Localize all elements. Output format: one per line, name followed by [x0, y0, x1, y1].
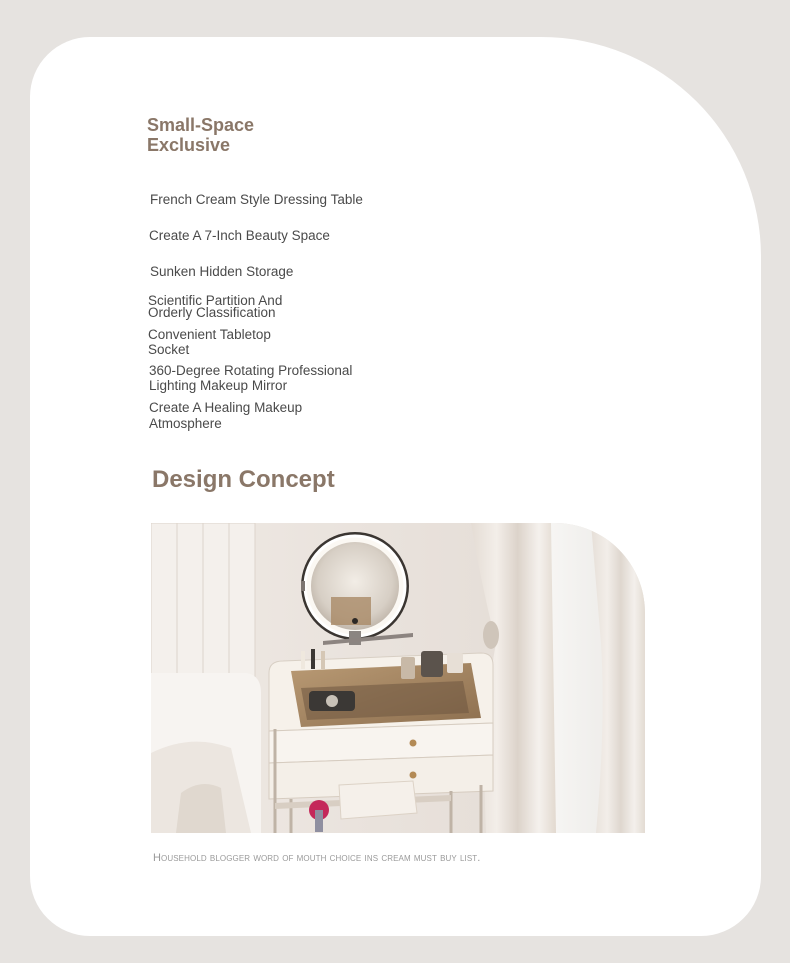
feature-text: Convenient Tabletop	[148, 327, 271, 342]
feature-item	[148, 327, 388, 357]
feature-item	[149, 363, 389, 393]
headline-line-1: Small-Space	[147, 115, 255, 135]
feature-item	[150, 264, 390, 279]
feature-text: Orderly Classification	[148, 305, 276, 320]
feature-item	[148, 295, 388, 319]
headline-line-2: Exclusive	[147, 135, 231, 155]
dressing-table-photo	[151, 523, 645, 833]
feature-item	[149, 228, 389, 243]
feature-text: Create A Healing Makeup	[149, 400, 303, 415]
photo-caption: Household blogger word of mouth choice ins cream must buy list.	[153, 852, 481, 864]
feature-text: Atmosphere	[149, 416, 222, 431]
feature-text: Scientific Partition And	[148, 293, 283, 308]
feature-text: Socket	[148, 342, 190, 357]
feature-text: Lighting Makeup Mirror	[149, 378, 288, 393]
feature-item	[149, 400, 389, 432]
section-title: Design Concept	[152, 466, 335, 493]
headline	[147, 115, 317, 155]
feature-text: 360-Degree Rotating Professional	[149, 363, 353, 378]
feature-text: Create A 7-Inch Beauty Space	[149, 228, 330, 243]
feature-text: Sunken Hidden Storage	[150, 264, 294, 279]
feature-text: French Cream Style Dressing Table	[150, 192, 363, 207]
feature-item	[150, 192, 390, 207]
